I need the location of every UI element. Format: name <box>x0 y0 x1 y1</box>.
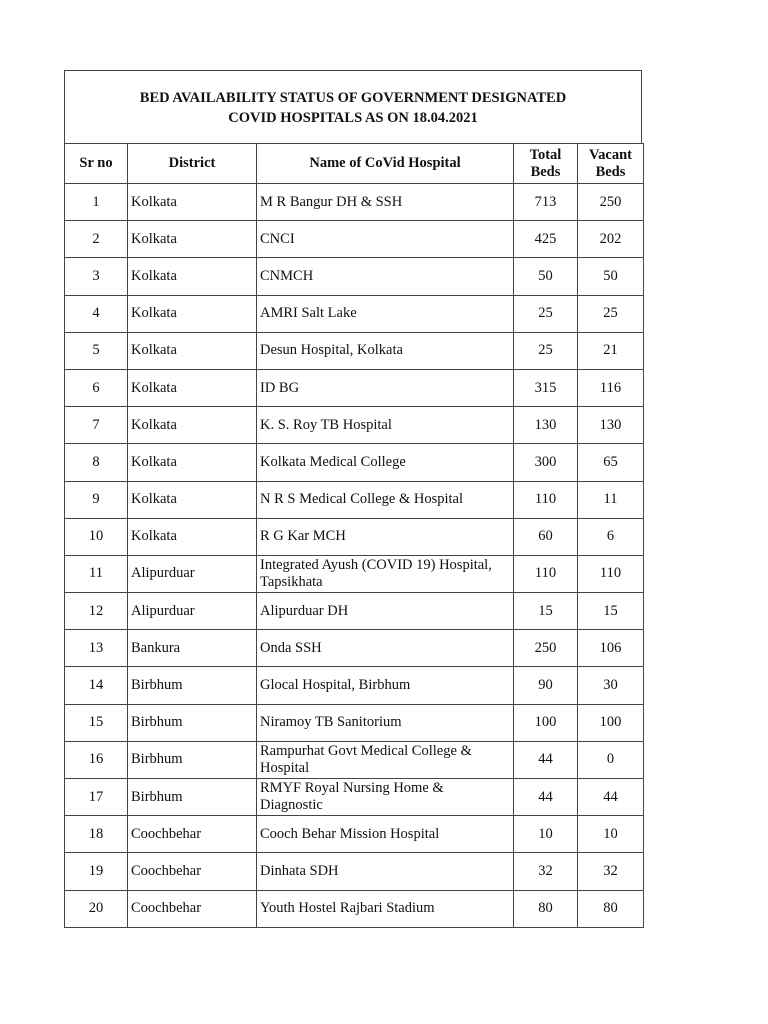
cell-district: Kolkata <box>128 518 257 555</box>
cell-total-beds: 90 <box>514 667 578 704</box>
cell-hospital-name: K. S. Roy TB Hospital <box>257 407 514 444</box>
cell-total-beds: 425 <box>514 221 578 258</box>
cell-hospital-name: Desun Hospital, Kolkata <box>257 332 514 369</box>
table-row <box>65 630 644 667</box>
cell-total-beds: 80 <box>514 890 578 927</box>
cell-vacant-beds: 21 <box>578 332 644 369</box>
cell-sr-no: 12 <box>65 593 128 630</box>
cell-total-beds: 110 <box>514 481 578 518</box>
cell-hospital-name: Youth Hostel Rajbari Stadium <box>257 890 514 927</box>
table-row <box>65 593 644 630</box>
cell-district: Birbhum <box>128 779 257 816</box>
cell-district: Coochbehar <box>128 816 257 853</box>
cell-sr-no: 14 <box>65 667 128 704</box>
cell-vacant-beds: 11 <box>578 481 644 518</box>
document-title <box>64 70 642 143</box>
cell-total-beds: 100 <box>514 704 578 741</box>
table-row <box>65 667 644 704</box>
cell-hospital-name: RMYF Royal Nursing Home & Diagnostic <box>257 779 514 816</box>
cell-district: Coochbehar <box>128 890 257 927</box>
cell-hospital-name: Kolkata Medical College <box>257 444 514 481</box>
cell-hospital-name: ID BG <box>257 369 514 406</box>
document <box>64 70 642 928</box>
cell-district: Bankura <box>128 630 257 667</box>
cell-sr-no: 9 <box>65 481 128 518</box>
cell-vacant-beds: 130 <box>578 407 644 444</box>
header-row <box>65 144 644 184</box>
cell-vacant-beds: 80 <box>578 890 644 927</box>
cell-vacant-beds: 202 <box>578 221 644 258</box>
cell-hospital-name: Niramoy TB Sanitorium <box>257 704 514 741</box>
cell-district: Alipurduar <box>128 555 257 592</box>
cell-total-beds: 32 <box>514 853 578 890</box>
cell-hospital-name: Integrated Ayush (COVID 19) Hospital, Tapsikhata <box>257 555 514 592</box>
table-row <box>65 518 644 555</box>
table-row <box>65 779 644 816</box>
cell-vacant-beds: 10 <box>578 816 644 853</box>
cell-district: Kolkata <box>128 481 257 518</box>
cell-vacant-beds: 106 <box>578 630 644 667</box>
cell-vacant-beds: 0 <box>578 741 644 778</box>
cell-total-beds: 25 <box>514 295 578 332</box>
cell-sr-no: 16 <box>65 741 128 778</box>
cell-district: Kolkata <box>128 369 257 406</box>
table-row <box>65 369 644 406</box>
cell-total-beds: 315 <box>514 369 578 406</box>
header-vacant-line2: Beds <box>595 163 626 180</box>
table-row <box>65 258 644 295</box>
table-row <box>65 184 644 221</box>
cell-hospital-name: Cooch Behar Mission Hospital <box>257 816 514 853</box>
header-vacant-beds <box>578 144 644 184</box>
cell-district: Kolkata <box>128 444 257 481</box>
cell-total-beds: 110 <box>514 555 578 592</box>
cell-hospital-name: Dinhata SDH <box>257 853 514 890</box>
cell-total-beds: 10 <box>514 816 578 853</box>
cell-vacant-beds: 15 <box>578 593 644 630</box>
header-vacant-line1: Vacant <box>589 146 632 163</box>
cell-sr-no: 13 <box>65 630 128 667</box>
cell-sr-no: 4 <box>65 295 128 332</box>
header-district: District <box>128 144 257 184</box>
cell-sr-no: 5 <box>65 332 128 369</box>
cell-sr-no: 19 <box>65 853 128 890</box>
cell-total-beds: 130 <box>514 407 578 444</box>
table-row <box>65 853 644 890</box>
cell-district: Birbhum <box>128 741 257 778</box>
cell-sr-no: 2 <box>65 221 128 258</box>
table-row <box>65 816 644 853</box>
table-row <box>65 704 644 741</box>
cell-vacant-beds: 30 <box>578 667 644 704</box>
cell-sr-no: 1 <box>65 184 128 221</box>
cell-total-beds: 25 <box>514 332 578 369</box>
cell-hospital-name: AMRI Salt Lake <box>257 295 514 332</box>
cell-total-beds: 300 <box>514 444 578 481</box>
header-sr-no: Sr no <box>65 144 128 184</box>
cell-sr-no: 17 <box>65 779 128 816</box>
cell-sr-no: 3 <box>65 258 128 295</box>
cell-vacant-beds: 25 <box>578 295 644 332</box>
table-row <box>65 555 644 592</box>
cell-sr-no: 6 <box>65 369 128 406</box>
cell-district: Kolkata <box>128 332 257 369</box>
cell-sr-no: 11 <box>65 555 128 592</box>
cell-total-beds: 713 <box>514 184 578 221</box>
cell-sr-no: 20 <box>65 890 128 927</box>
cell-hospital-name: N R S Medical College & Hospital <box>257 481 514 518</box>
table-row <box>65 444 644 481</box>
table-row <box>65 332 644 369</box>
cell-vacant-beds: 250 <box>578 184 644 221</box>
header-hospital: Name of CoVid Hospital <box>257 144 514 184</box>
cell-sr-no: 10 <box>65 518 128 555</box>
cell-vacant-beds: 65 <box>578 444 644 481</box>
table-row <box>65 741 644 778</box>
table-row <box>65 481 644 518</box>
header-total-beds <box>514 144 578 184</box>
cell-total-beds: 44 <box>514 779 578 816</box>
cell-sr-no: 18 <box>65 816 128 853</box>
table-row <box>65 221 644 258</box>
cell-hospital-name: Rampurhat Govt Medical College & Hospital <box>257 741 514 778</box>
cell-hospital-name: Glocal Hospital, Birbhum <box>257 667 514 704</box>
cell-hospital-name: CNCI <box>257 221 514 258</box>
cell-vacant-beds: 110 <box>578 555 644 592</box>
table-row <box>65 407 644 444</box>
title-line-1: BED AVAILABILITY STATUS OF GOVERNMENT DESIGNATED <box>139 90 567 106</box>
bed-availability-table <box>64 143 644 928</box>
cell-vacant-beds: 100 <box>578 704 644 741</box>
cell-vacant-beds: 6 <box>578 518 644 555</box>
cell-district: Kolkata <box>128 184 257 221</box>
cell-total-beds: 15 <box>514 593 578 630</box>
table-row <box>65 890 644 927</box>
table-row <box>65 295 644 332</box>
cell-sr-no: 7 <box>65 407 128 444</box>
cell-sr-no: 15 <box>65 704 128 741</box>
cell-vacant-beds: 44 <box>578 779 644 816</box>
cell-hospital-name: Alipurduar DH <box>257 593 514 630</box>
cell-total-beds: 60 <box>514 518 578 555</box>
cell-hospital-name: CNMCH <box>257 258 514 295</box>
cell-district: Alipurduar <box>128 593 257 630</box>
cell-vacant-beds: 50 <box>578 258 644 295</box>
cell-district: Birbhum <box>128 704 257 741</box>
cell-vacant-beds: 32 <box>578 853 644 890</box>
title-line-2: COVID HOSPITALS AS ON 18.04.2021 <box>228 110 478 126</box>
cell-hospital-name: R G Kar MCH <box>257 518 514 555</box>
cell-sr-no: 8 <box>65 444 128 481</box>
cell-district: Kolkata <box>128 258 257 295</box>
cell-district: Kolkata <box>128 221 257 258</box>
cell-district: Kolkata <box>128 407 257 444</box>
cell-vacant-beds: 116 <box>578 369 644 406</box>
cell-total-beds: 50 <box>514 258 578 295</box>
header-total-line1: Total <box>529 146 562 163</box>
cell-district: Coochbehar <box>128 853 257 890</box>
cell-total-beds: 44 <box>514 741 578 778</box>
cell-hospital-name: M R Bangur DH & SSH <box>257 184 514 221</box>
cell-district: Kolkata <box>128 295 257 332</box>
header-total-line2: Beds <box>530 163 561 180</box>
cell-hospital-name: Onda SSH <box>257 630 514 667</box>
cell-total-beds: 250 <box>514 630 578 667</box>
cell-district: Birbhum <box>128 667 257 704</box>
